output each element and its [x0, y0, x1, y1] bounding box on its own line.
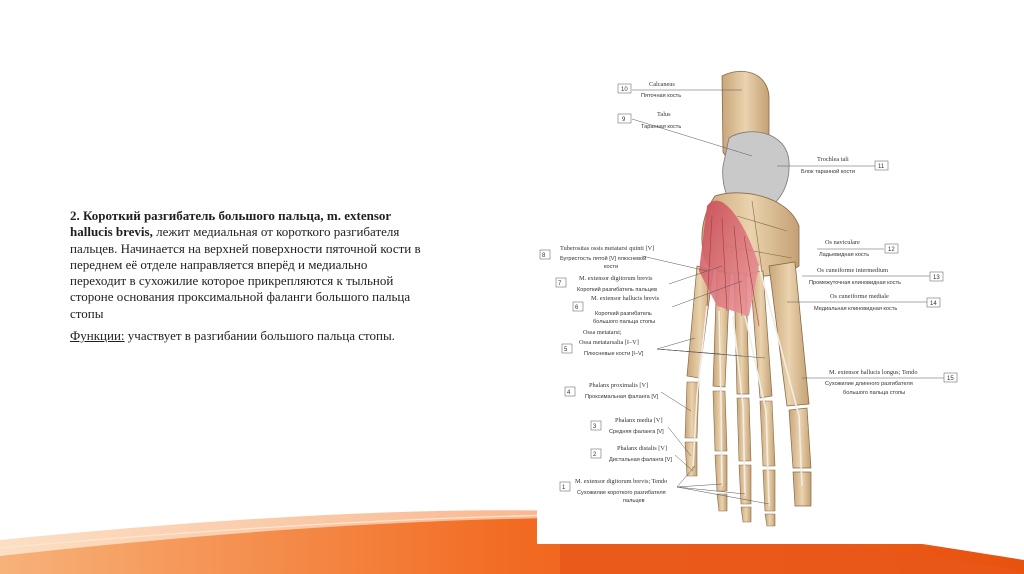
description-text [70, 208, 425, 350]
label-russian: Медиальная клиновидная кость [814, 306, 898, 312]
label-russian: Промежуточная клиновидная кость [809, 280, 902, 286]
label-number: 12 [888, 247, 895, 253]
muscle-description: лежит медиальная от короткого разгибателя пальцев. Начинается на верхней поверхности пяточной кости в переднем её отделе направляется вперёд и медиально переходит в сухожилие которое прикрепляются к тыльной стороне основания проксимальной фаланги большого пальца стопы [70, 224, 421, 321]
label-number: 11 [878, 164, 885, 170]
label-russian: Таранная кость [641, 124, 682, 130]
label-latin: Ossa metatarsi; [583, 329, 622, 336]
label-number: 14 [930, 301, 937, 307]
foot-anatomy-figure [537, 66, 971, 544]
label-russian: Короткий разгибатель [595, 311, 652, 317]
label-latin: Os cuneiforme intermedium [817, 267, 888, 274]
label-russian-line2: кости [604, 264, 619, 270]
label-latin: Trochlea tali [817, 156, 849, 163]
label-russian: Короткий разгибатель пальцев [577, 287, 657, 293]
label-latin: Phalanx media [V] [615, 417, 663, 424]
label-number: 15 [947, 376, 954, 382]
label-latin: Talus [657, 111, 671, 118]
label-latin: Phalanx proximalis [V] [589, 382, 649, 389]
function-paragraph [70, 328, 425, 344]
muscle-heading: 2. Короткий разгибатель большого пальца, m. extensor hallucis brevis, [70, 208, 391, 240]
label-latin: M. extensor digitorum brevis [579, 275, 653, 282]
label-russian: Плюсневые кости [I–V] [584, 351, 644, 357]
label-russian: Дистальная фаланга [V] [609, 457, 672, 463]
label-russian: Сухожилие короткого разгибателя [577, 490, 666, 496]
label-latin: Os cuneiforme mediale [830, 293, 889, 300]
label-number: 5 [564, 347, 568, 353]
label-latin: M. extensor digitorum brevis; Tendo [575, 478, 668, 485]
label-russian-line2: пальцев [623, 498, 645, 504]
label-number: 2 [593, 452, 597, 458]
foot-illustration [537, 66, 971, 544]
label-number: 1 [562, 485, 566, 491]
label-latin: M. extensor hallucis longus; Tendo [829, 369, 918, 376]
label-number: 7 [558, 281, 562, 287]
label-russian: Пяточная кость [641, 93, 682, 99]
label-russian-line2: большого пальца стопы [843, 390, 906, 396]
label-russian: Блок таранной кости [801, 169, 855, 175]
label-latin-line2: Ossa metatarsalia [I–V] [579, 339, 639, 346]
label-latin: Tuberositas ossis metatarsi quinti [V] [560, 245, 655, 252]
function-label: Функции: [70, 328, 125, 344]
label-number: 6 [575, 305, 579, 311]
label-russian: Ладьевидная кость [819, 252, 870, 258]
label-latin: M. extensor hallucis brevis [591, 295, 660, 302]
label-number: 10 [621, 87, 628, 93]
label-latin: Calcaneus [649, 81, 675, 88]
label-russian-line2: большого пальца стопы [593, 319, 656, 325]
label-russian: Средняя фаланга [V] [609, 429, 664, 435]
label-russian: Сухожилие длинного разгибателя [825, 381, 913, 387]
label-number: 3 [593, 424, 597, 430]
label-latin: Phalanx distalis [V] [617, 445, 668, 452]
label-number: 9 [622, 117, 626, 123]
main-paragraph [70, 208, 425, 322]
label-number: 13 [933, 275, 940, 281]
label-number: 8 [542, 253, 546, 259]
label-russian: Проксимальная фаланга [V] [585, 394, 659, 400]
label-number: 4 [567, 390, 571, 396]
function-description: участвует в разгибании большого пальца стопы. [124, 328, 395, 344]
label-russian: Бугристость пятой [V] плюсневой [560, 256, 647, 262]
label-latin: Os naviculare [825, 239, 860, 246]
